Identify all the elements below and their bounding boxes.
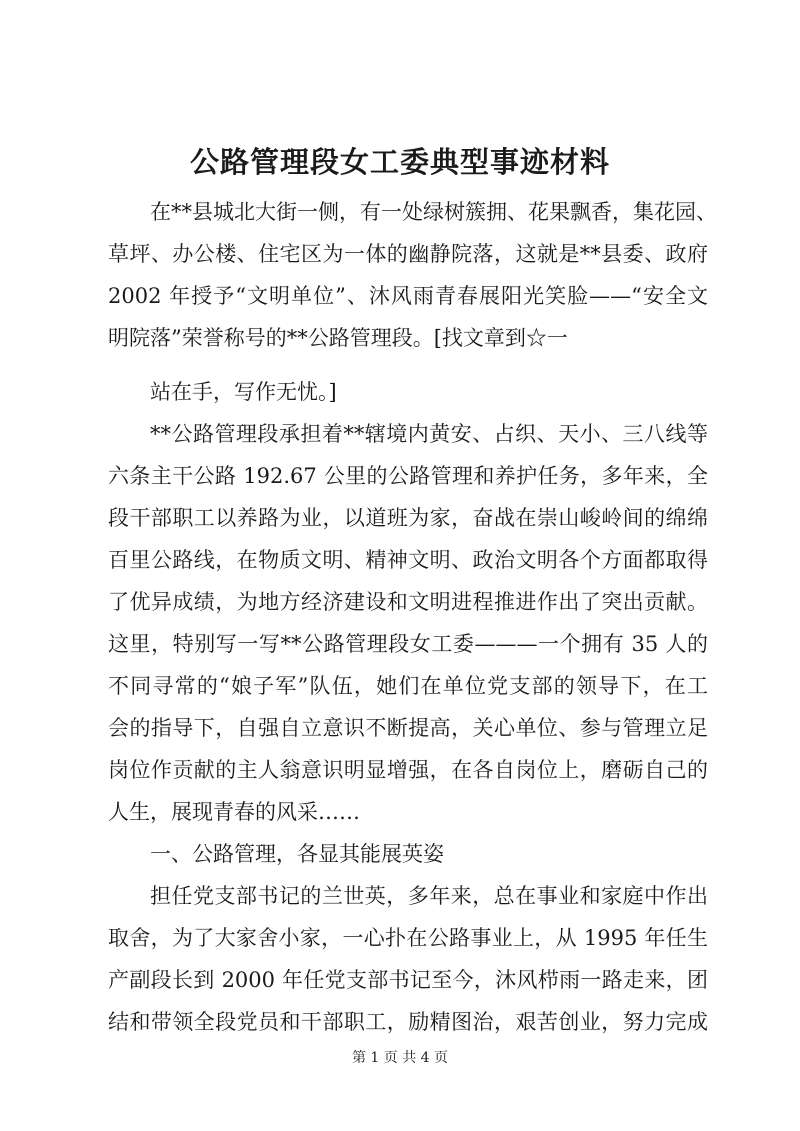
text-line: 担任党支部书记的兰世英，多年来，总在事业和家庭中作出: [150, 884, 708, 908]
text-line: 段干部职工以养路为业，以道班为家，奋战在崇山峻岭间的绵绵: [108, 506, 708, 530]
text-line: 会的指导下，自强自立意识不断提高，关心单位、参与管理立足: [108, 716, 708, 740]
text-line: 取舍，为了大家舍小家，一心扑在公路事业上，从 1995 年任生: [108, 926, 708, 950]
text-line: 在**县城北大街一侧，有一处绿树簇拥、花果飘香，集花园、: [150, 200, 717, 224]
text-line: 百里公路线，在物质文明、精神文明、政治文明各个方面都取得: [108, 548, 708, 572]
text-line: 人生，展现青春的风采……: [108, 800, 360, 824]
text-line: 明院落”荣誉称号的**公路管理段。[找文章到☆一: [108, 326, 568, 350]
page-footer: 第 1 页 共 4 页: [351, 1050, 449, 1066]
text-line: 草坪、办公楼、住宅区为一体的幽静院落，这就是**县委、政府: [108, 242, 708, 266]
text-line: 2002 年授予“文明单位”、沐风雨青春展阳光笑脸——“安全文: [108, 284, 708, 308]
text-line: 了优异成绩，为地方经济建设和文明进程推进作出了突出贡献。: [108, 590, 708, 614]
text-line: 这里，特别写一写**公路管理段女工委———一个拥有 35 人的: [108, 632, 708, 656]
text-line: 结和带领全段党员和干部职工，励精图治，艰苦创业，努力完成: [108, 1010, 708, 1034]
text-line: 产副段长到 2000 年任党支部书记至今，沐风栉雨一路走来，团: [108, 968, 708, 992]
text-line: **公路管理段承担着**辖境内黄安、占织、天小、三八线等: [150, 422, 708, 446]
text-line: 岗位作贡献的主人翁意识明显增强，在各自岗位上，磨砺自己的: [108, 758, 708, 782]
document-title: 公路管理段女工委典型事迹材料: [189, 145, 610, 179]
text-line: 站在手，写作无忧。]: [150, 380, 337, 404]
text-line: 一、公路管理，各显其能展英姿: [150, 842, 444, 866]
text-line: 不同寻常的“娘子军”队伍，她们在单位党支部的领导下，在工: [108, 674, 708, 698]
document-body: [108, 191, 717, 1043]
text-line: 六条主干公路 192.67 公里的公路管理和养护任务，多年来，全: [108, 464, 708, 488]
